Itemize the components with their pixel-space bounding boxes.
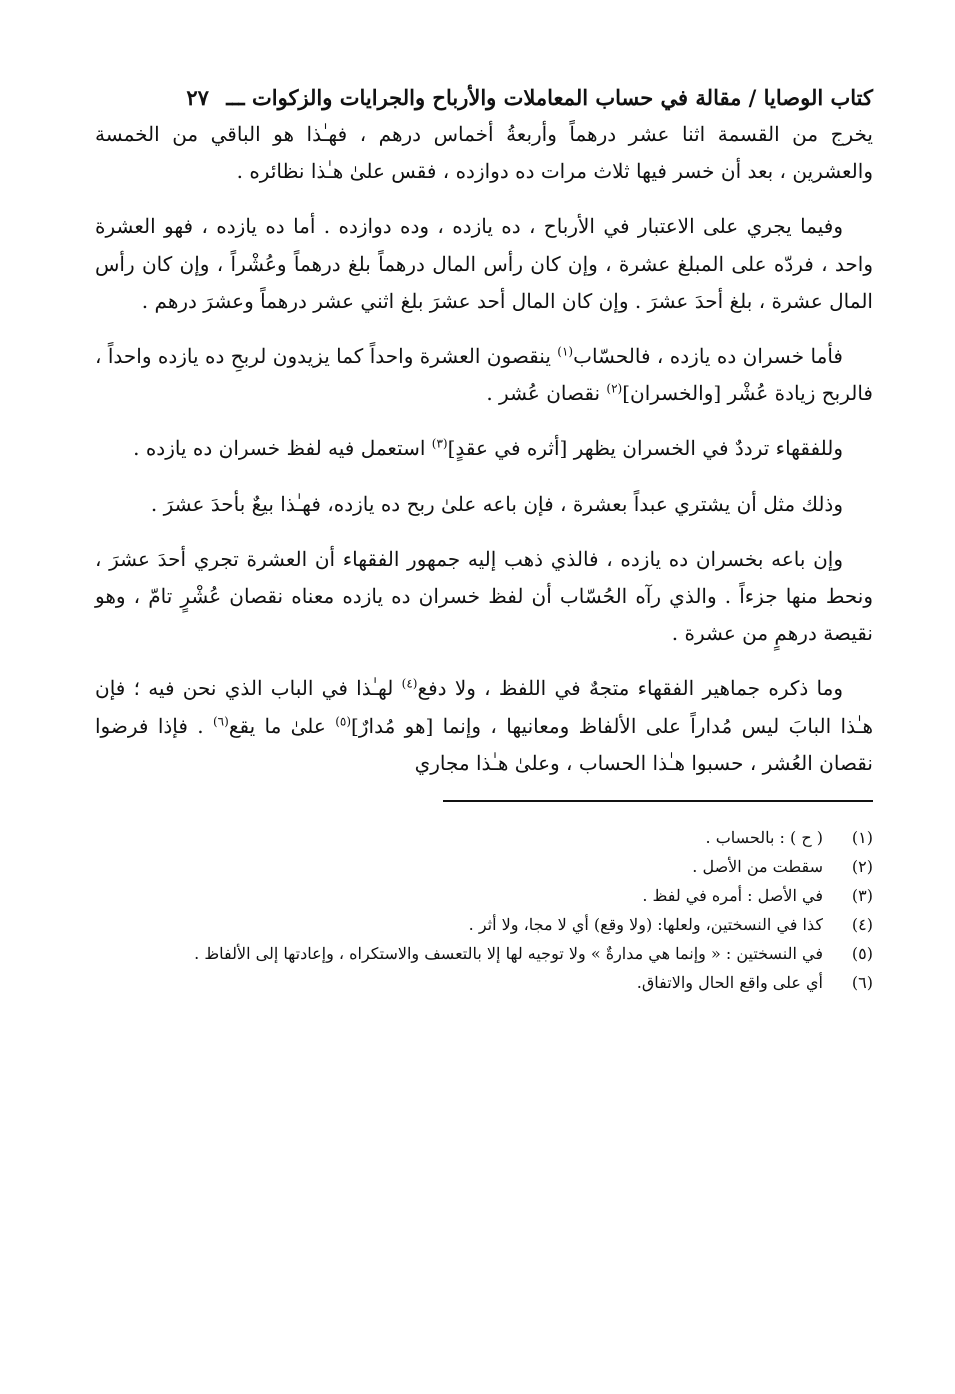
paragraph-text: استعمل فيه لفظ خسران ده يازده . — [133, 436, 432, 461]
paragraph — [95, 430, 873, 467]
footnote-item — [95, 911, 873, 938]
footnote-reference[interactable]: (٥) — [335, 713, 352, 728]
footnote-reference[interactable]: (١) — [557, 344, 574, 359]
paragraph-text: وذلك مثل أن يشتري عبداً بعشرة ، فإن باعه علىٰ ربح ده يازده، فهـٰذا بيعٌ بأحدَ عشرَ . — [150, 491, 843, 516]
footnote-number: (٦) — [851, 973, 873, 993]
footnote-item — [95, 853, 873, 880]
footnote-number: (١) — [851, 828, 873, 848]
footnote-divider — [443, 800, 873, 802]
footnote-number: (٢) — [851, 857, 873, 877]
footnote-text: أي على واقع الحال والاتفاق. — [636, 973, 823, 993]
footnote-number: (٥) — [851, 944, 873, 964]
footnote-reference[interactable]: (٤) — [401, 676, 418, 691]
paragraph-text: يخرج من القسمة اثنا عشر درهماً وأربعةُ أخماس درهم ، فهـٰذا هو الباقي من الخمسة والعشرين ، بعد أن خسر فيها ثلاث مرات ده دوازده ، فقس علىٰ هـٰذا نظائره . — [95, 122, 873, 184]
footnote-item — [95, 969, 873, 996]
header-separator: ـــ — [226, 85, 245, 110]
footnote-reference[interactable]: (٢) — [606, 381, 623, 396]
footnote-text: ( ح ) : بالحساب . — [705, 828, 823, 848]
footnote-item — [95, 824, 873, 851]
paragraph-text: . فإذا فرضوا نقصان العُشر ، حسبوا هـٰذا الحساب ، وعلىٰ هـٰذا مجاري — [95, 713, 873, 775]
footnote-number: (٣) — [851, 886, 873, 906]
paragraph-text: وما ذكره جماهير الفقهاء متجهٌ في اللفظ ، ولا دفع — [417, 676, 843, 701]
footnote-text: في الأصل : أمره في لفظ . — [642, 886, 823, 906]
paragraph-text: وفيما يجري على الاعتبار في الأرباح ، ده يازده ، وده دوازده . أما ده يازده ، فهو العشرة واحد ، فردّه على المبلغ عشرة ، وإن كان رأس المال درهماً بلغ درهماً وعُشْراً ، وإن كان رأس المال عشرة ، بلغ أحدَ عشرَ . وإن كان المال أحد عشرَ بلغ اثني عشر درهماً وعشرَ درهم . — [95, 214, 874, 313]
footnote-text: في النسختين : « وإنما هي مدارةٌ » ولا توجيه لها إلا بالتعسف والاستكراه ، وإعادتها إلى الألفاظ . — [194, 944, 823, 964]
header-title: كتاب الوصايا / مقالة في حساب المعاملات والأرباح والجرايات والزكوات — [252, 85, 873, 110]
paragraph-text: نقصان عُشر . — [486, 381, 607, 406]
paragraph — [95, 208, 873, 320]
running-header — [95, 80, 873, 116]
paragraph — [95, 541, 873, 653]
paragraph-text: ينقصون العشرة واحداً كما يزيدون لربحِ ده يازده واحداً ، فالربح زيادة عُشْر [والخسران] — [95, 344, 873, 406]
paragraph — [95, 670, 873, 782]
paragraph-text: وإن باعه بخسران ده يازده ، فالذي ذهب إليه جمهور الفقهاء أن العشرة تجري أحدَ عشرَ ، ونحط منها جزءاً . والذي رآه الحُسّاب أن لفظ خسران ده يازده معناه نقصان عُشْرٍ تامّ ، وهو نقيصة درهمٍ من عشرة . — [95, 546, 873, 646]
footnote-reference[interactable]: (٣) — [431, 436, 448, 451]
paragraph-text: علىٰ ما يقع — [228, 713, 336, 738]
footnote-text: سقطت من الأصل . — [692, 857, 823, 877]
paragraph-text: فأما خسران ده يازده ، فالحسّاب — [573, 344, 843, 369]
book-page — [95, 80, 873, 998]
paragraph-text: لهـٰذا في الباب الذي نحن فيه ؛ فإن هـٰذا البابَ ليس مُداراً على الألفاظ ومعانيها ، وإنما [هو مُدارٌ] — [95, 676, 873, 738]
footnote-text: كذا في النسختين، ولعلها: (ولا وقع) أي لا مجا، ولا أثر . — [468, 915, 823, 935]
footnote-item — [95, 882, 873, 909]
main-text — [95, 116, 873, 782]
paragraph — [95, 116, 873, 190]
footnote-item — [95, 940, 873, 967]
footnotes — [95, 824, 873, 996]
paragraph — [95, 338, 873, 412]
paragraph — [95, 486, 873, 523]
footnote-number: (٤) — [851, 915, 873, 935]
paragraph-text: وللفقهاء ترددٌ في الخسران يظهر [أثره في عقدٍ] — [447, 436, 843, 461]
page-number: ٢٧ — [186, 85, 209, 110]
footnote-reference[interactable]: (٦) — [212, 713, 229, 728]
